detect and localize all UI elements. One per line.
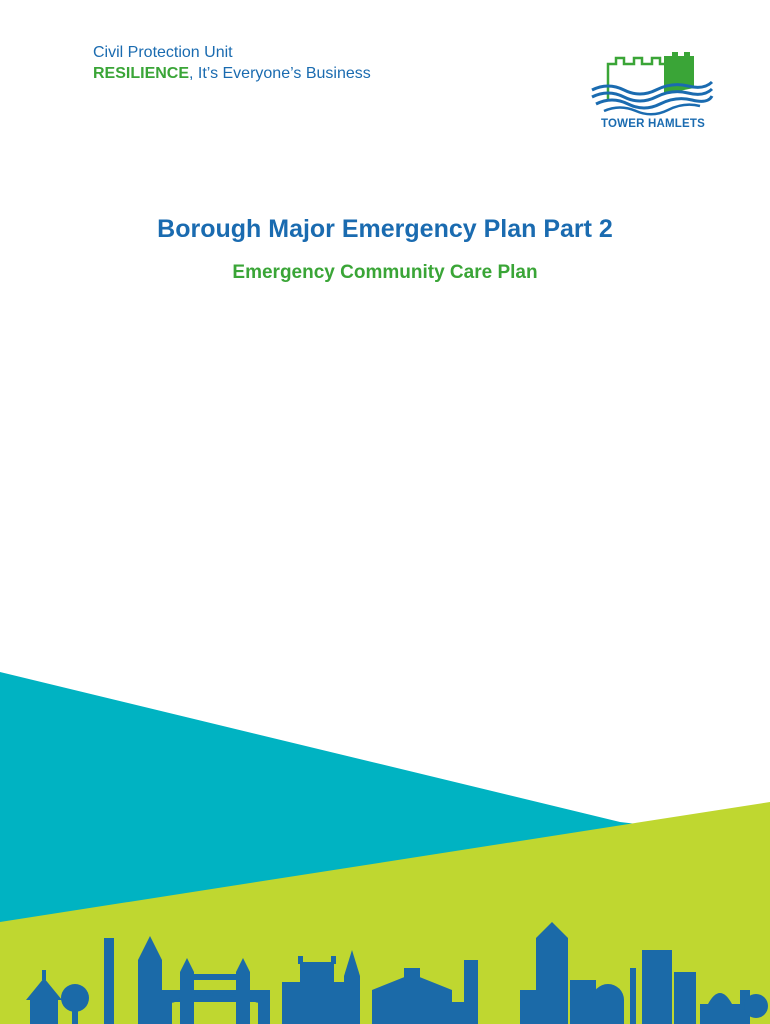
document-title: Borough Major Emergency Plan Part 2 <box>157 215 613 243</box>
decorative-band <box>0 660 770 1024</box>
document-subtitle: Emergency Community Care Plan <box>232 262 538 283</box>
logo-text: TOWER HAMLETS <box>601 118 705 130</box>
tower-hamlets-logo <box>588 52 718 138</box>
tagline-strong: RESILIENCE <box>93 65 190 82</box>
tagline <box>93 63 371 84</box>
castle-waves-icon <box>588 52 718 118</box>
tagline-rest: , It’s Everyone’s Business <box>189 65 371 82</box>
header <box>93 42 371 84</box>
unit-name: Civil Protection Unit <box>93 44 233 61</box>
